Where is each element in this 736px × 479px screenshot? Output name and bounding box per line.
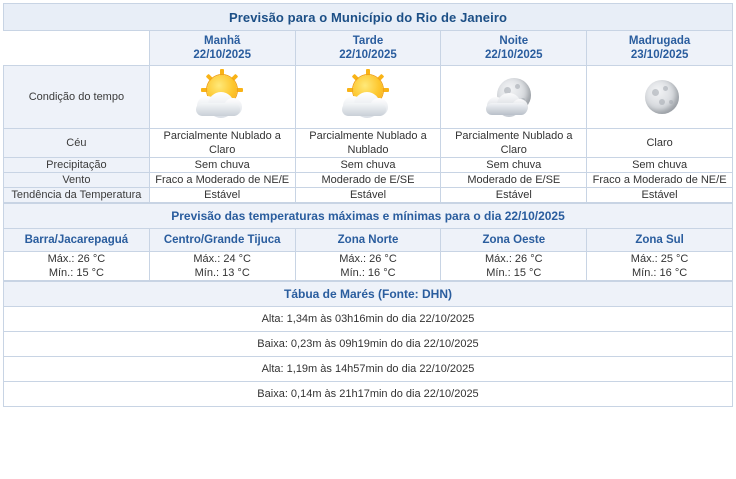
sky-row [4,129,733,158]
period-date: 22/10/2025 [193,49,251,61]
period-name: Noite [499,35,529,47]
temp-max: Máx.: 25 °C [630,253,689,265]
wind-value-noite: Moderado de E/SE [441,173,587,188]
region-temps-barra [4,252,150,281]
precipitation-value-tarde: Sem chuva [295,158,441,173]
tides-subtitle: Tábua de Marés (Fonte: DHN) [4,282,733,307]
temp-min: Mín.: 13 °C [194,267,250,279]
moon-disc [645,80,679,114]
trend-value-tarde: Estável [295,188,441,203]
wind-row [4,173,733,188]
tide-entry: Baixa: 0,14m às 21h17min do dia 22/10/2025 [4,382,733,407]
temperatures-subtitle-row [4,204,733,229]
sky-value-noite: Parcialmente Nublado a Claro [441,129,587,158]
weather-icon-cell-tarde [295,66,441,129]
forecast-title-row [4,4,733,31]
region-header-zona-oeste: Zona Oeste [441,229,587,252]
period-header-noite [441,31,587,66]
period-date: 22/10/2025 [339,49,397,61]
region-temps-zona-norte [295,252,441,281]
weather-icon-cell-manha [149,66,295,129]
trend-value-manha: Estável [149,188,295,203]
temperatures-subtitle: Previsão das temperaturas máximas e mínimas para o dia 22/10/2025 [4,204,733,229]
row-label-precipitacao: Precipitação [4,158,150,173]
moon-behind-cloud-icon [483,72,545,122]
region-header-centro: Centro/Grande Tijuca [149,229,295,252]
period-header-row [4,31,733,66]
cloud-shape [485,94,529,116]
temp-min: Mín.: 16 °C [632,267,688,279]
row-label-vento: Vento [4,173,150,188]
temp-min: Mín.: 15 °C [48,267,104,279]
weather-condition-row [4,66,733,129]
sky-value-tarde: Parcialmente Nublado a Nublado [295,129,441,158]
period-name: Madrugada [628,35,691,47]
precipitation-value-manha: Sem chuva [149,158,295,173]
period-header-madrugada [587,31,733,66]
region-temps-centro [149,252,295,281]
precipitation-row [4,158,733,173]
cloud-shape [341,92,387,116]
tides-table [3,281,733,407]
region-header-barra: Barra/Jacarepaguá [4,229,150,252]
sky-value-manha: Parcialmente Nublado a Claro [149,129,295,158]
tide-entry: Alta: 1,34m às 03h16min do dia 22/10/2025 [4,307,733,332]
tides-subtitle-row [4,282,733,307]
moon-icon [629,72,691,122]
tide-entry: Alta: 1,19m às 14h57min do dia 22/10/2025 [4,357,733,382]
region-header-zona-sul: Zona Sul [587,229,733,252]
wind-value-madrugada: Fraco a Moderado de NE/E [587,173,733,188]
temp-max: Máx.: 26 °C [47,253,106,265]
period-date: 23/10/2025 [630,49,689,61]
row-label-tendencia: Tendência da Temperatura [4,188,150,203]
precipitation-value-noite: Sem chuva [441,158,587,173]
period-name: Tarde [352,35,384,47]
sun-behind-cloud-icon [191,72,253,122]
forecast-table [3,3,733,203]
trend-value-noite: Estável [441,188,587,203]
temperatures-table [3,203,733,281]
page-title: Previsão para o Município do Rio de Janeiro [4,4,733,31]
period-name: Manhã [203,35,241,47]
period-date: 22/10/2025 [485,49,543,61]
tide-row [4,357,733,382]
tide-row [4,382,733,407]
region-temps-zona-sul [587,252,733,281]
sun-behind-cloud-icon [337,72,399,122]
wind-value-tarde: Moderado de E/SE [295,173,441,188]
region-header-zona-norte: Zona Norte [295,229,441,252]
tide-row [4,307,733,332]
temp-max: Máx.: 26 °C [339,253,397,265]
temp-max: Máx.: 24 °C [193,253,251,265]
weather-icon-cell-madrugada [587,66,733,129]
region-temps-zona-oeste [441,252,587,281]
region-header-row [4,229,733,252]
trend-value-madrugada: Estável [587,188,733,203]
tide-entry: Baixa: 0,23m às 09h19min do dia 22/10/2025 [4,332,733,357]
corner-blank-cell [4,31,150,66]
precipitation-value-madrugada: Sem chuva [587,158,733,173]
tide-row [4,332,733,357]
temperature-trend-row [4,188,733,203]
temp-max: Máx.: 26 °C [484,253,543,265]
cloud-shape [195,92,241,116]
temp-min: Mín.: 16 °C [340,267,396,279]
period-header-tarde [295,31,441,66]
wind-value-manha: Fraco a Moderado de NE/E [149,173,295,188]
sky-value-madrugada: Claro [587,129,733,158]
row-label-condicao: Condição do tempo [4,66,150,129]
temp-min: Mín.: 15 °C [486,267,542,279]
region-values-row [4,252,733,281]
weather-icon-cell-noite [441,66,587,129]
row-label-ceu: Céu [4,129,150,158]
period-header-manha [149,31,295,66]
